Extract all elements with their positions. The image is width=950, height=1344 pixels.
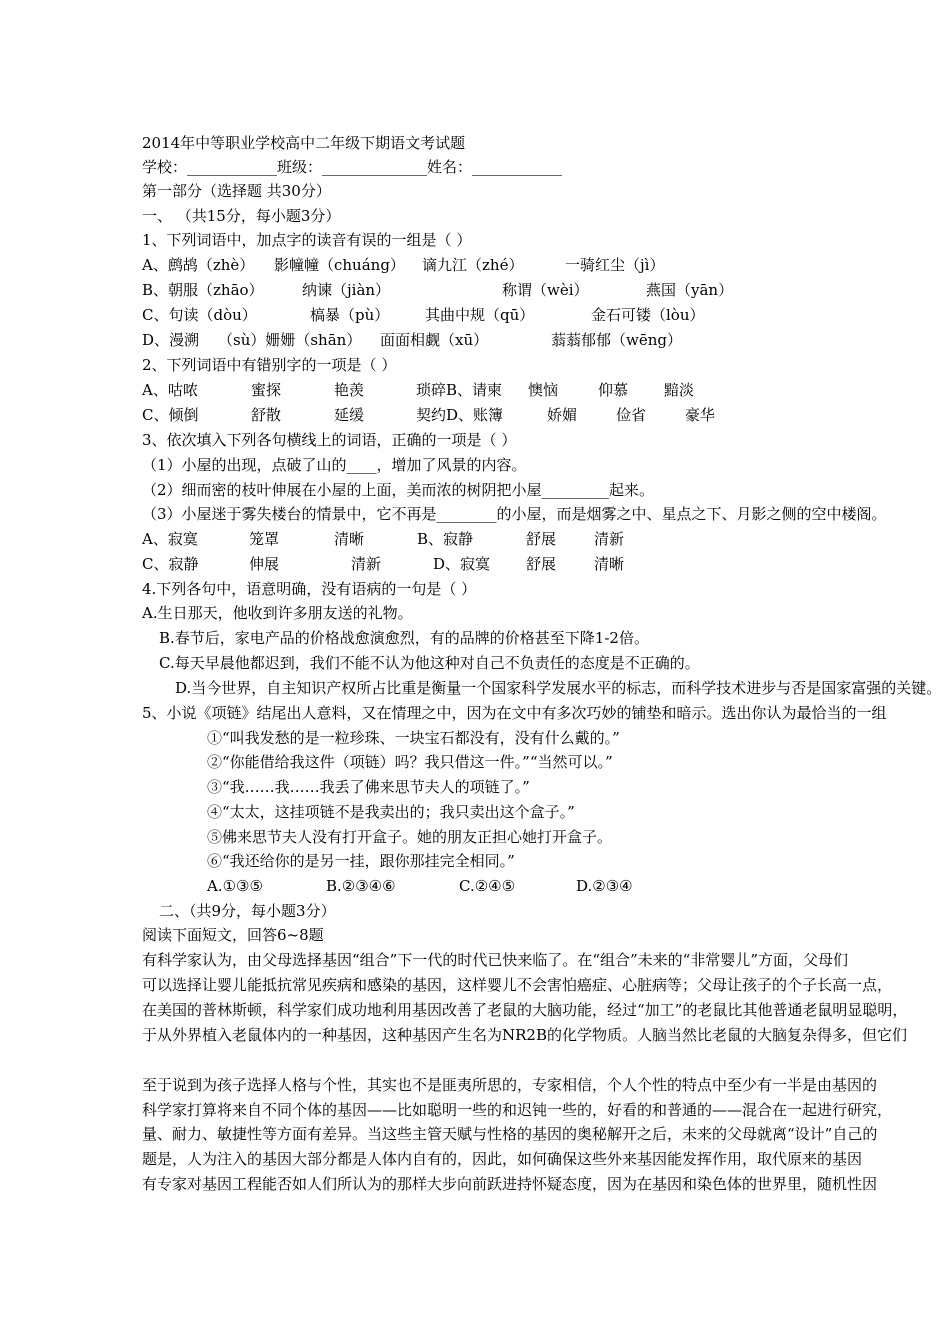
q2-row-2	[142, 405, 715, 425]
q5-option-d: D.②③④	[576, 877, 633, 895]
q2-r2-3: 延缓	[334, 406, 365, 424]
q1-c-3: 其曲中规（qū）	[425, 306, 535, 324]
q3-sentence-2: （2）细而密的枝叶伸展在小屋的上面，美而浓的树阴把小屋_________起来。	[142, 481, 655, 499]
q1-option-d	[142, 330, 682, 350]
section2-heading: 二、（共9分，每小题3分）	[159, 902, 336, 920]
q3-r2-4: D、寂寞	[433, 555, 491, 573]
passage-p2-line-4: 题是，人为注入的基因大部分都是人体内自有的，因此，如何确保这些外来基因能发挥作用，取代原来的基因	[142, 1150, 863, 1168]
passage-p1-line-2: 可以选择让婴儿能抵抗常见疾病和感染的基因，这样婴儿不会害怕癌症、心脏病等；父母让孩子的个子长高一点，	[142, 976, 893, 994]
passage-p2-line-3: 量、耐力、敏捷性等方面有差异。当这些主管天赋与性格的基因的奥秘解开之后，未来的父母就离“设计”自己的	[142, 1125, 878, 1143]
school-blank: ____________	[187, 158, 278, 176]
q3-r2-6: 清晰	[594, 555, 625, 573]
reading-intro: 阅读下面短文，回答6~8题	[142, 926, 324, 944]
exam-title: 2014年中等职业学校高中二年级下期语文考试题	[142, 134, 466, 152]
passage-p2-line-1: 至于说到为孩子选择人格与个性，其实也不是匪夷所思的，专家相信，个人个性的特点中至少有一半是由基因的	[142, 1076, 878, 1094]
name-blank: ____________	[472, 158, 563, 176]
q3-r2-3: 清新	[351, 555, 382, 573]
q5-options	[207, 876, 633, 896]
q4-stem: 4.下列各句中，语意明确，没有语病的一句是（ ）	[142, 580, 477, 598]
q4-option-c: C.每天早晨他都迟到，我们不能不认为他这种对自己不负责任的态度是不正确的。	[159, 654, 700, 672]
q5-item-4: ④“太太，这挂项链不是我卖出的；我只卖出这个盒子。”	[207, 803, 575, 821]
q1-d-4: 蓊蓊郁郁（wēng）	[551, 331, 682, 349]
q3-r2-1: C、寂静	[142, 555, 199, 573]
q1-a-4: 一骑红尘（jì）	[565, 256, 665, 274]
q1-b-1: B、朝服（zhāo）	[142, 281, 264, 299]
q5-item-2: ②“你能借给我这件（项链）吗？我只借这一件。”“当然可以。”	[207, 753, 613, 771]
q2-r2-1: C、倾倒	[142, 406, 199, 424]
class-blank: ______________	[322, 158, 428, 176]
q2-row-1	[142, 380, 694, 400]
q2-r2-6: 俭省	[616, 406, 647, 424]
q3-stem: 3、依次填入下列各句横线上的词语，正确的一项是（ ）	[142, 431, 517, 449]
q5-item-6: ⑥“我还给你的是另一挂，跟你那挂完全相同。”	[207, 852, 515, 870]
q1-d-2: （sù）姗姗（shān）	[218, 331, 362, 349]
q3-sentence-1: （1）小屋的出现，点破了山的____，增加了风景的内容。	[142, 456, 527, 474]
q3-r1-1: A、寂寞	[142, 530, 198, 548]
section1-heading: 一、 （共15分，每小题3分）	[142, 207, 341, 225]
q5-item-1: ①“叫我发愁的是一粒珍珠、一块宝石都没有，没有什么戴的。”	[207, 729, 620, 747]
class-label: 班级：	[277, 158, 323, 176]
passage-p2-line-2: 科学家打算将来自不同个体的基因——比如聪明一些的和迟钝一些的，好看的和普通的——混合在一起进行研究，	[142, 1101, 893, 1119]
q3-row-2	[142, 554, 624, 574]
q3-r1-2: 笼罩	[249, 530, 280, 548]
q1-option-c	[142, 305, 705, 325]
q2-r2-2: 舒散	[251, 406, 282, 424]
q4-option-d: D.当今世界，自主知识产权所占比重是衡量一个国家科学发展水平的标志，而科学技术进步与否是国家富强的关键。	[175, 679, 942, 697]
q1-b-3: 称谓（wèi）	[502, 281, 589, 299]
header-fields	[142, 157, 562, 177]
q1-c-4: 金石可镂（lòu）	[591, 306, 705, 324]
q5-option-c: C.②④⑤	[459, 877, 516, 895]
q2-r1-6: 仰慕	[598, 381, 629, 399]
q2-r1-7: 黯淡	[664, 381, 695, 399]
q3-r2-2: 伸展	[249, 555, 280, 573]
q4-option-a: A.生日那天，他收到许多朋友送的礼物。	[142, 604, 413, 622]
q2-stem: 2、下列词语中有错别字的一项是（ ）	[142, 356, 397, 374]
q1-b-2: 纳谏（jiàn）	[302, 281, 391, 299]
q1-a-1: A、鹧鸪（zhè）	[142, 256, 255, 274]
q3-r1-6: 清新	[594, 530, 625, 548]
q2-r1-2: 蜜探	[251, 381, 282, 399]
q3-r1-5: 舒展	[526, 530, 557, 548]
q2-r2-5: 娇媚	[547, 406, 578, 424]
q3-row-1	[142, 529, 624, 549]
q1-stem: 1、下列词语中，加点字的读音有误的一组是（ ）	[142, 231, 472, 249]
q5-option-b: B.②③④⑥	[326, 877, 396, 895]
q5-item-5: ⑤佛来思节夫人没有打开盒子。她的朋友正担心她打开盒子。	[207, 828, 613, 846]
q5-option-a: A.①③⑤	[207, 877, 263, 895]
q2-r1-3: 艳羡	[334, 381, 365, 399]
passage-p1-line-3: 在美国的普林斯顿，科学家们成功地利用基因改善了老鼠的大脑功能，经过“加工”的老鼠比其他普通老鼠明显聪明，	[142, 1001, 908, 1019]
q2-r2-7: 豪华	[685, 406, 716, 424]
q3-r1-3: 清晰	[334, 530, 365, 548]
passage-p1-line-1: 有科学家认为，由父母选择基因“组合”下一代的时代已快来临了。在“组合”未来的“非常婴儿”方面，父母们	[142, 951, 849, 969]
q1-c-2: 槁暴（pù）	[310, 306, 390, 324]
q1-d-3: 面面相觑（xū）	[380, 331, 489, 349]
q4-option-b: B.春节后，家电产品的价格战愈演愈烈，有的品牌的价格甚至下降1-2倍。	[159, 629, 649, 647]
q5-item-3: ③“我……我……我丢了佛来思节夫人的项链了。”	[207, 778, 530, 796]
q1-b-4: 燕国（yān）	[646, 281, 734, 299]
q2-r1-5: 懊恼	[528, 381, 559, 399]
q3-r1-4: B、寂静	[417, 530, 474, 548]
q1-d-1: D、漫溯	[142, 331, 200, 349]
name-label: 姓名：	[427, 158, 473, 176]
part1-heading: 第一部分（选择题 共30分）	[142, 182, 331, 200]
q1-option-a	[142, 255, 664, 275]
passage-p1-line-4: 于从外界植入老鼠体内的一种基因，这种基因产生名为NR2B的化学物质。人脑当然比老鼠的大脑复杂得多，但它们	[142, 1026, 907, 1044]
q1-c-1: C、句读（dòu）	[142, 306, 257, 324]
q5-stem: 5、小说《项链》结尾出人意料，又在情理之中，因为在文中有多次巧妙的铺垫和暗示。选出你认为最恰当的一组	[142, 704, 887, 722]
q3-r2-5: 舒展	[526, 555, 557, 573]
q2-r2-4: 契约D、账簿	[416, 406, 504, 424]
q1-a-2: 影幢幢（chuáng）	[274, 256, 405, 274]
school-label: 学校：	[142, 158, 188, 176]
q3-sentence-3: （3）小屋迷于雾失楼台的情景中，它不再是________的小屋，而是烟雾之中、星点之下、月影之侧的空中楼阁。	[142, 505, 887, 523]
q1-option-b	[142, 280, 733, 300]
q2-r1-4: 琐碎B、请柬	[416, 381, 503, 399]
q1-a-3: 谪九江（zhé）	[422, 256, 524, 274]
q2-r1-1: A、咕哝	[142, 381, 198, 399]
passage-p2-line-5: 有专家对基因工程能否如人们所认为的那样大步向前跃进持怀疑态度，因为在基因和染色体的世界里，随机性因	[142, 1175, 878, 1193]
